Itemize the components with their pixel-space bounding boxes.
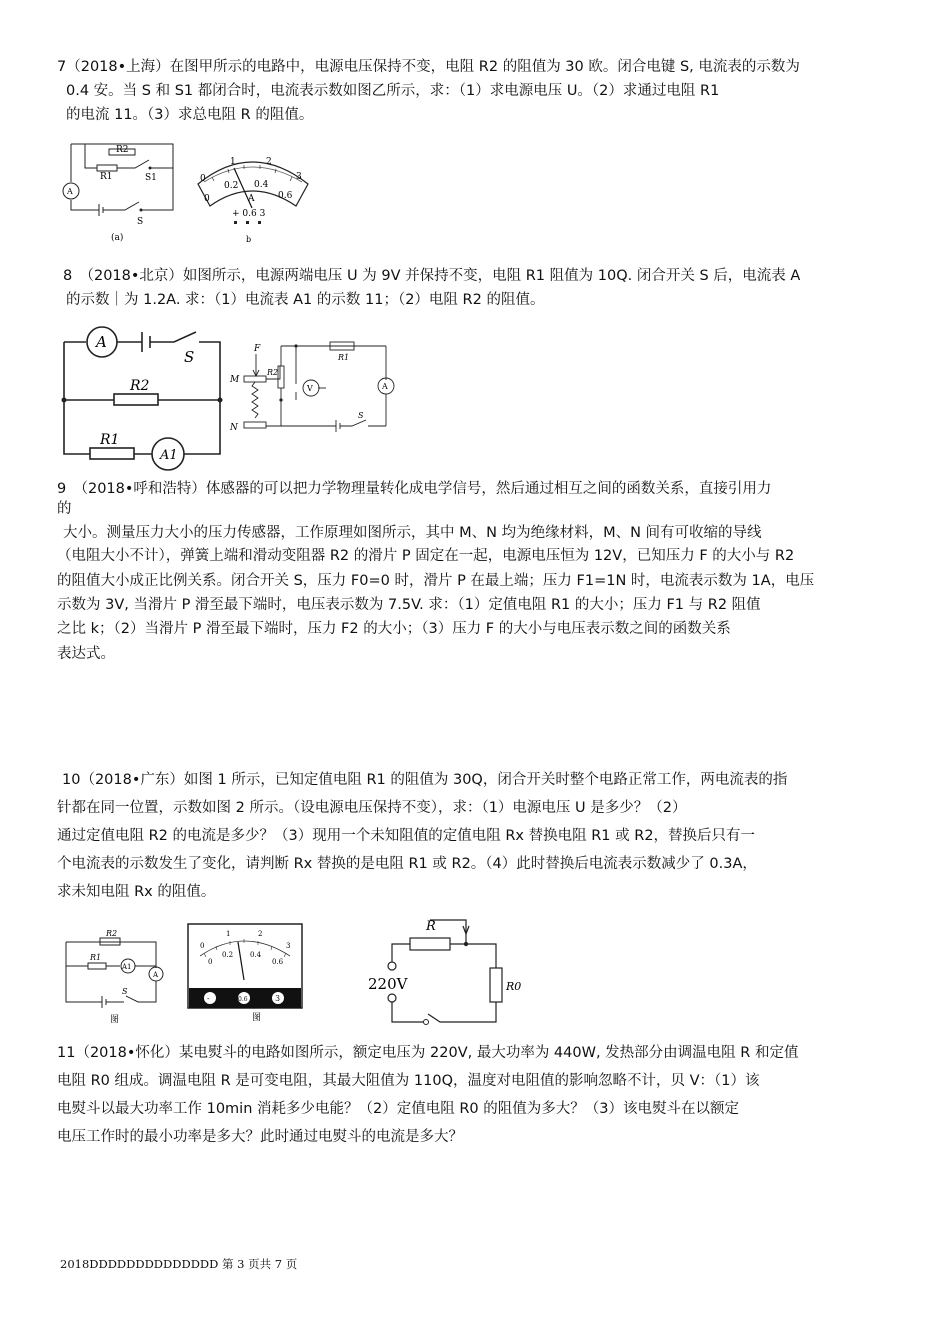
- q10-line-1: 10（2018•广东）如图 1 所示，已知定值电阻 R1 的阻值为 30Q，闭合开关时整个电路正常工作，两电流表的指: [62, 772, 788, 788]
- q7-fig-a-s-label: S: [137, 217, 144, 227]
- q7-dial-terminals: + 0.6 3: [232, 209, 266, 219]
- q10-dial-bottom-1: 0.2: [222, 951, 234, 959]
- q9-line-5: 的阻值大小成正比例关系。闭合开关 S，压力 F0=0 时，滑片 P 在最上端；压力 F1=1N 时，电流表示数为 1A，电压: [57, 573, 815, 589]
- q7-dial-top-1: 1: [230, 157, 236, 167]
- q10-circuit-figure-1: [58, 922, 178, 1026]
- q10-terminal-negative: -: [207, 994, 210, 1003]
- q8-line-1: 8 （2018•北京）如图所示，电源两端电压 U 为 9V 并保持不变，电阻 R1 阻值为 10Q. 闭合开关 S 后，电流表 A: [63, 268, 801, 284]
- q9-line-4: （电阻大小不计），弹簧上端和滑动变阻器 R2 的滑片 P 固定在一起，电源电压恒为 12V，已知压力 F 的大小与 R2: [57, 548, 795, 564]
- q11-line-1: 11（2018•怀化）某电熨斗的电路如图所示，额定电压为 220V, 最大功率为 440W, 发热部分由调温电阻 R 和定值: [57, 1045, 799, 1061]
- q7-line-1: 7（2018•上海）在图甲所示的电路中，电源电压保持不变，电阻 R2 的阻值为 30 欧。闭合电键 S, 电流表的示数为: [57, 59, 800, 75]
- q11-line-3: 电熨斗以最大功率工作 10min 消耗多少电能？（2）定值电阻 R0 的阻值为多大？（3）该电熨斗在以额定: [57, 1101, 739, 1117]
- q10-line-5: 求未知电阻 Rx 的阻值。: [57, 884, 216, 900]
- q7-dial-bottom-0: 0: [204, 194, 210, 204]
- q7-fig-a-r1-label: R1: [100, 172, 113, 182]
- q9-f-label: F: [254, 344, 261, 354]
- q10-ammeter-figure-2: [186, 922, 306, 1026]
- q10-fig1-a1-label: A1: [122, 963, 132, 971]
- q10-dial-top-3: 3: [286, 942, 291, 950]
- q9-pressure-sensor-diagram: [226, 336, 401, 448]
- page-footer: 2018DDDDDDDDDDDDDD 第 3 页共 7 页: [60, 1257, 298, 1271]
- q11-iron-circuit-diagram: [366, 908, 522, 1030]
- q8-line-2: 的示数｜为 1.2A. 求：（1）电流表 A1 的示数 11；（2）电阻 R2 的阻值。: [66, 292, 545, 308]
- q10-dial-top-2: 2: [258, 930, 263, 938]
- q9-line-7: 之比 k；（2）当滑片 P 滑至最下端时，压力 F2 的大小；（3）压力 F 的大小与电压表示数之间的函数关系: [57, 621, 731, 637]
- q7-dial-bottom-2: 0.4: [254, 180, 269, 190]
- q7-dial-bottom-3: 0.6: [278, 191, 293, 201]
- q9-r2-label: R2: [267, 368, 279, 377]
- q7-line-2: 0.4 安。当 S 和 S1 都闭合时，电流表示数如图乙所示，求：（1）求电源电压 U。（2）求通过电阻 R1: [66, 83, 720, 99]
- q10-terminal-0-6: 0.6: [238, 996, 248, 1003]
- q11-voltage-label: 220V: [368, 975, 408, 993]
- q9-line-6: 示数为 3V, 当滑片 P 滑至最下端时，电压表示数为 7.5V. 求：（1）定值电阻 R1 的大小；压力 F1 与 R2 阻值: [57, 597, 761, 613]
- q10-line-2: 针都在同一位置，示数如图 2 所示。（设电源电压保持不变），求：（1）电源电压 U 是多少？（2）: [57, 800, 687, 816]
- q7-fig-a-caption: (a): [111, 233, 124, 243]
- q10-fig1-a-label: A: [153, 971, 159, 979]
- q7-fig-b-caption: b: [246, 235, 252, 244]
- q7-dial-unit: A: [248, 194, 255, 204]
- q11-r0-label: R0: [506, 980, 522, 993]
- q10-terminal-3: 3: [275, 994, 281, 1003]
- q10-line-3: 通过定值电阻 R2 的电流是多少？（3）现用一个未知阻值的定值电阻 Rx 替换电阻 R1 或 R2，替换后只有一: [57, 828, 756, 844]
- q9-line-2: 的: [57, 501, 72, 517]
- q7-fig-a-ammeter-label: A: [67, 187, 73, 196]
- q10-fig1-r1-label: R1: [90, 953, 102, 962]
- q7-dial-top-2: 2: [266, 157, 272, 167]
- q8-circuit-diagram: [58, 322, 228, 472]
- q10-fig1-r2-label: R2: [106, 929, 118, 938]
- q9-line-1: 9 （2018•呼和浩特）体感器的可以把力学物理量转化成电学信号，然后通过相互之间的函数关系，直接引用力: [57, 481, 772, 497]
- q10-dial-top-0: 0: [200, 942, 205, 950]
- q10-line-4: 个电流表的示数发生了变化，请判断 Rx 替换的是电阻 R1 或 R2。（4）此时替换后电流表示数减少了 0.3A，: [57, 856, 757, 872]
- q9-r1-label: R1: [338, 353, 350, 362]
- q8-switch-label: S: [184, 348, 195, 366]
- q11-line-4: 电压工作时的最小功率是多大？此时通过电熨斗的电流是多大？: [57, 1129, 463, 1145]
- q7-dial-top-3: 3: [296, 172, 302, 182]
- q8-a1-label: A1: [160, 448, 178, 463]
- q10-dial-bottom-0: 0: [208, 958, 213, 966]
- q10-dial-top-1: 1: [226, 930, 231, 938]
- q7-ammeter-dial-b: [190, 146, 315, 246]
- q9-ammeter-label: A: [382, 382, 388, 391]
- q8-ammeter-label: A: [96, 333, 107, 351]
- q7-line-3: 的电流 11。（3）求总电阻 R 的阻值。: [66, 107, 314, 123]
- q8-r2-label: R2: [130, 378, 150, 394]
- q10-fig2-caption: 图: [252, 1013, 262, 1023]
- q9-m-label: M: [230, 375, 240, 385]
- q11-r-label: R: [426, 919, 436, 934]
- q7-circuit-diagram-a: [55, 136, 180, 244]
- q8-r1-label: R1: [100, 432, 120, 448]
- q11-line-2: 电阻 R0 组成。调温电阻 R 是可变电阻，其最大阻值为 110Q，温度对电阻值的影响忽略不计，贝 V：（1）该: [57, 1073, 760, 1089]
- q9-voltmeter-label: V: [307, 384, 313, 393]
- q7-dial-bottom-1: 0.2: [224, 181, 239, 191]
- q9-line-8: 表达式。: [57, 646, 115, 662]
- q9-switch-label: S: [358, 411, 364, 420]
- q9-n-label: N: [230, 423, 238, 433]
- q7-fig-a-r2-label: R2: [116, 145, 129, 155]
- q7-dial-top-0: 0: [200, 174, 206, 184]
- q9-line-3: 大小。测量压力大小的压力传感器，工作原理如图所示，其中 M、N 均为绝缘材料，M、N 间有可收缩的导线: [63, 525, 762, 541]
- q10-fig1-s-label: S: [122, 987, 128, 996]
- q7-fig-a-s1-label: S1: [145, 173, 157, 183]
- q10-dial-bottom-3: 0.6: [272, 958, 284, 966]
- q10-fig1-caption: 图: [110, 1015, 120, 1025]
- q10-dial-bottom-2: 0.4: [250, 951, 262, 959]
